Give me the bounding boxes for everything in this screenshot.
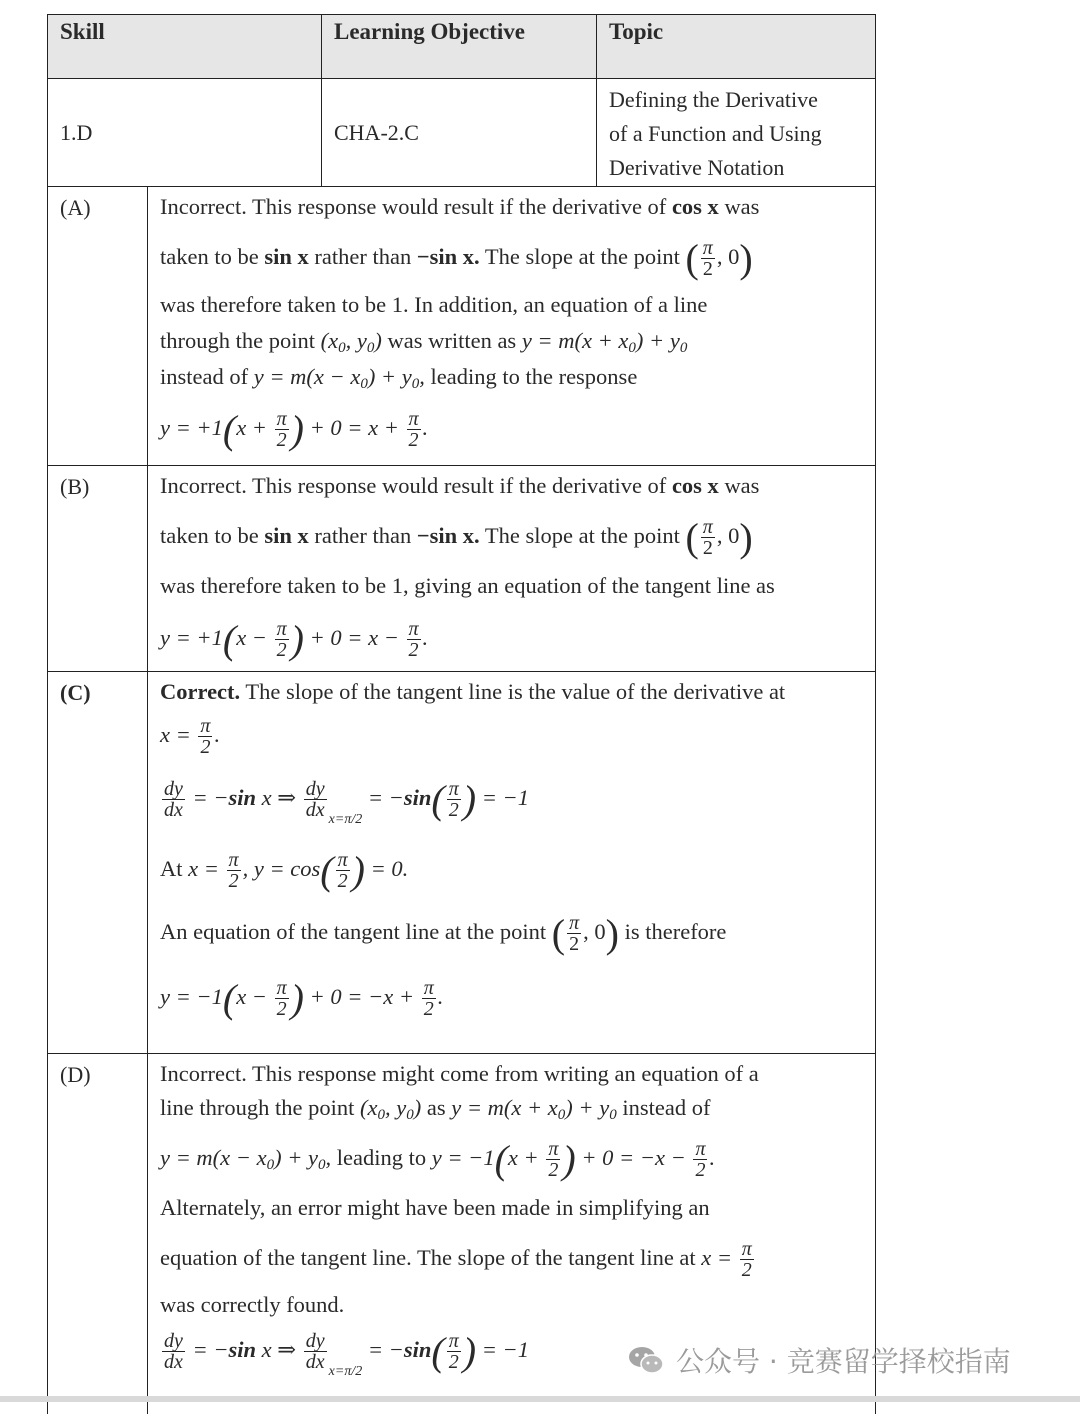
objective-value: CHA-2.C: [322, 79, 597, 187]
option-explanation: Incorrect. This response would result if the derivative of cos x was taken to be sin x rather than −sin x. The slope at the point ( $\frac{\pi}{2}$ , 0) was therefore taken to be 1. In addition, an equation of a line through the point ($x_0$, $y_0$) was written as $y = m(x + x_0) + y_0$ instead of $y = m(x - x_0) + y_0$, leading to the response y = +1(x + $\frac{\pi}{2}$ ) + 0 = x + $\frac{\pi}{2}$ .: [148, 187, 877, 465]
text: taken to be: [160, 244, 259, 269]
wechat-icon: [628, 1345, 664, 1375]
text: was: [724, 473, 760, 498]
watermark-text: 公众号 · 竞赛留学择校指南: [676, 1345, 1011, 1378]
option-row-c: [47, 672, 876, 1054]
option-label: (D): [48, 1054, 148, 1414]
text: was correctly found.: [160, 1292, 345, 1317]
text: was written as: [387, 328, 517, 353]
answer-table: [47, 14, 876, 1414]
text: Incorrect. This response would result if the derivative of: [160, 473, 667, 498]
text: cos x: [671, 194, 719, 219]
text: sin x: [264, 523, 309, 548]
option-explanation: Incorrect. This response would result if the derivative of cos x was taken to be sin x rather than −sin x. The slope at the point ( $\frac{\pi}{2}$ , 0) was therefore taken to be 1, giving an equation of the tangent line as y = +1(x − $\frac{\pi}{2}$ ) + 0 = x − $\frac{\pi}{2}$ .: [148, 466, 877, 671]
watermark: [628, 1340, 1011, 1380]
text: through the point: [160, 328, 315, 353]
skill-value: 1.D: [47, 79, 322, 187]
text: is therefore: [624, 919, 727, 944]
text: line through the point: [160, 1095, 355, 1120]
topic-line: Derivative Notation: [609, 154, 785, 180]
text: The slope at the point: [484, 244, 680, 269]
option-explanation: Correct. The slope of the tangent line is the value of the derivative at x = $\frac{\pi}{2}$ . $\frac{dy}{dx}$ = −sin x ⇒ $\frac{dy}{dx}$ $_{x=\pi/2}$ = −sin( $\frac{\pi}{2}$ ) = −1 At x = $\frac{\pi}{2}$ , y = cos( $\frac{\pi}{2}$ ) = 0. An equation of the tangent line at the point ( $\frac{\pi}{2}$ , 0) is therefore y = −1(x − $\frac{\pi}{2}$ ) + 0 = −x + $\frac{\pi}{2}$ .: [160, 679, 786, 1021]
text: leading to: [336, 1145, 427, 1170]
text: An equation of the tangent line at the point: [160, 919, 547, 944]
classification-row: [47, 79, 876, 187]
text: −sin x.: [416, 244, 480, 269]
text: cos x: [671, 473, 719, 498]
table-header: [47, 14, 876, 79]
text: Alternately, an error might have been made in simplifying an: [160, 1195, 710, 1220]
text: instead of: [622, 1095, 711, 1120]
text: taken to be: [160, 523, 259, 548]
option-explanation: Incorrect. This response might come from writing an equation of a line through the point ($x_0$, $y_0$) as $y = m(x + x_0) + y_0$ instead of $y = m(x - x_0) + y_0$, leading to y = −1(x + $\frac{\pi}{2}$ ) + 0 = −x − $\frac{\pi}{2}$ . Alternately, an error might have been made in simplifying an equation of the tangent line. The slope of the tangent line at x = $\frac{\pi}{2}$ was correctly found. $\frac{dy}{dx}$ = −sin x ⇒ $\frac{dy}{dx}$ $_{x=\pi/2}$ = −sin( $\frac{\pi}{2}$ ) = −1: [148, 1054, 877, 1414]
text: The slope at the point: [484, 523, 680, 548]
bottom-bar: [0, 1396, 1080, 1402]
text: Incorrect. This response might come from writing an equation of a: [160, 1061, 759, 1086]
text: was: [724, 194, 760, 219]
option-label: (B): [48, 466, 148, 671]
header-objective: Learning Objective: [322, 14, 597, 79]
text: rather than: [314, 523, 412, 548]
text: equation of the tangent line. The slope of the tangent line at: [160, 1245, 696, 1270]
option-label: (A): [48, 187, 148, 465]
topic-line: Defining the Derivative: [609, 86, 818, 112]
text: The slope of the tangent line is the value of the derivative at: [245, 679, 786, 704]
option-row-a: [47, 187, 876, 466]
text: rather than: [314, 244, 412, 269]
text: Incorrect. This response would result if the derivative of: [160, 194, 667, 219]
option-row-b: [47, 466, 876, 672]
topic-line: of a Function and Using: [609, 120, 822, 146]
option-label: (C): [48, 672, 148, 1053]
text: leading to the response: [430, 364, 638, 389]
text: At: [160, 856, 183, 881]
text: −sin x.: [416, 523, 480, 548]
text: Correct.: [160, 679, 241, 704]
text: was therefore taken to be 1, giving an equation of the tangent line as: [160, 573, 775, 598]
text: was therefore taken to be 1. In addition, an equation of a line: [160, 292, 708, 317]
text: instead of: [160, 364, 249, 389]
topic-value: [597, 79, 876, 187]
text: as: [426, 1095, 446, 1120]
text: sin x: [264, 244, 309, 269]
header-skill: Skill: [47, 14, 322, 79]
header-topic: Topic: [597, 14, 876, 79]
